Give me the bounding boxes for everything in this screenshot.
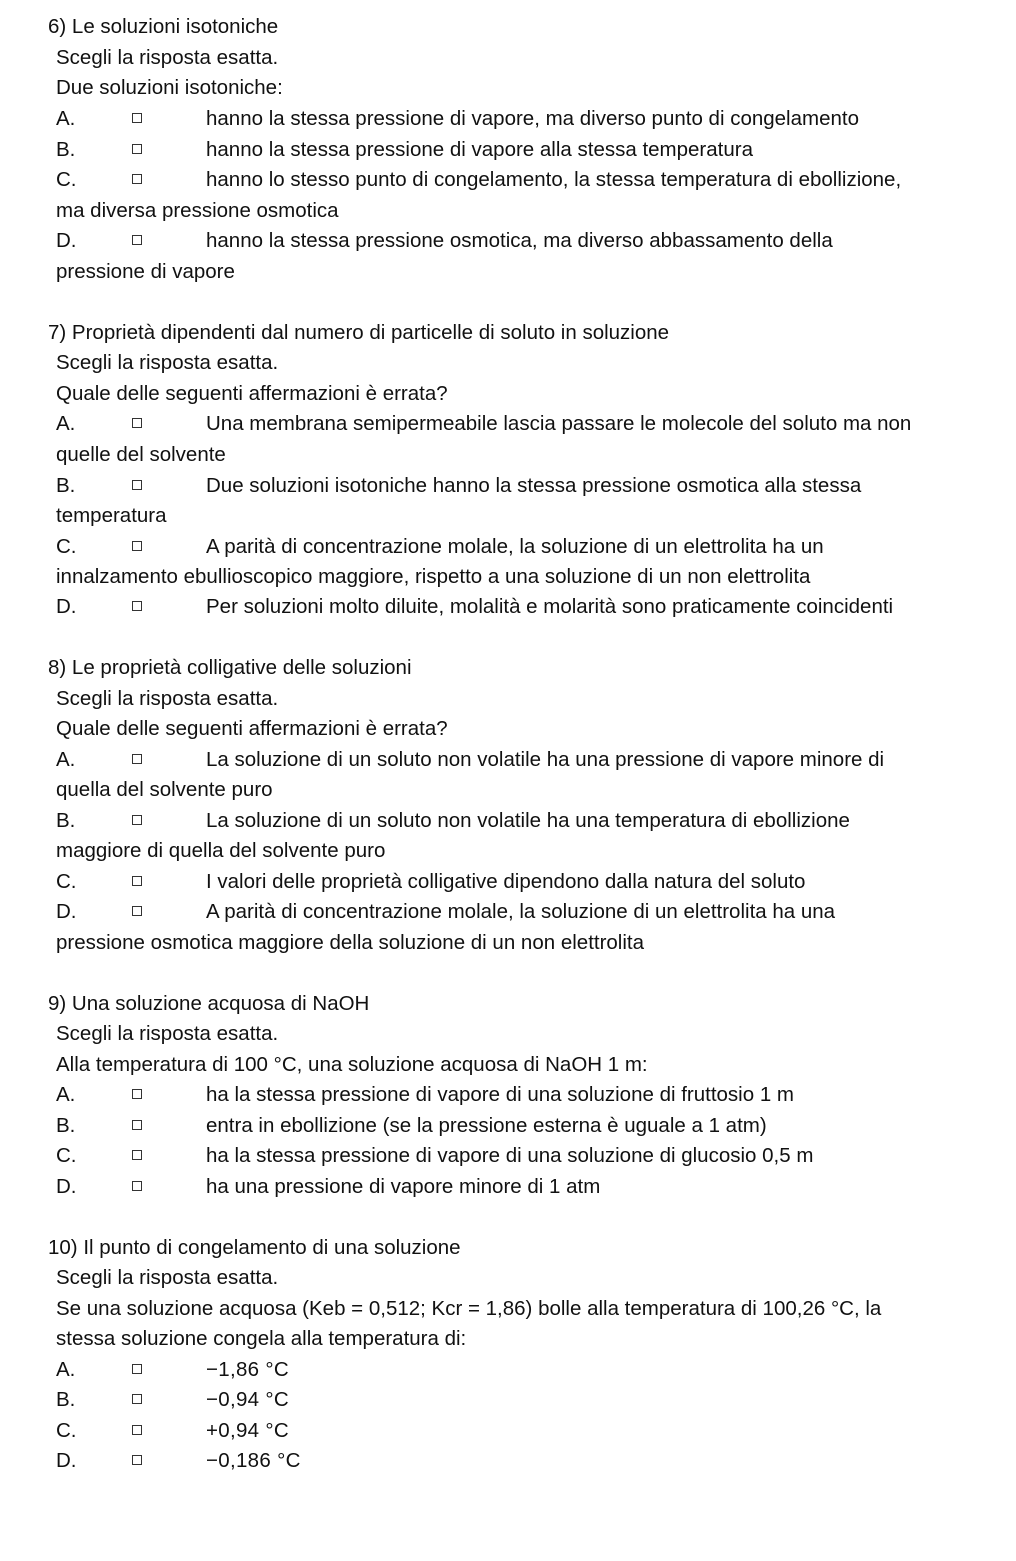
option-letter: A. bbox=[56, 107, 76, 130]
option-letter: B. bbox=[56, 1114, 76, 1137]
checkbox-icon[interactable] bbox=[132, 1089, 142, 1099]
question-title: 10) Il punto di congelamento di una soluzione bbox=[48, 1236, 461, 1259]
checkbox-icon[interactable] bbox=[132, 541, 142, 551]
option-text: −0,94 °C bbox=[206, 1388, 289, 1411]
option-text: +0,94 °C bbox=[206, 1419, 289, 1442]
option-letter: A. bbox=[56, 748, 76, 771]
checkbox-icon[interactable] bbox=[132, 906, 142, 916]
question-prompt-continued: stessa soluzione congela alla temperatura di: bbox=[56, 1327, 467, 1350]
checkbox-icon[interactable] bbox=[132, 418, 142, 428]
checkbox-icon[interactable] bbox=[132, 235, 142, 245]
question-instruction: Scegli la risposta esatta. bbox=[56, 351, 279, 374]
option-text: hanno la stessa pressione di vapore alla stessa temperatura bbox=[206, 138, 753, 161]
question-prompt: Se una soluzione acquosa (Keb = 0,512; Kcr = 1,86) bolle alla temperatura di 100,26 °C, la bbox=[56, 1297, 882, 1320]
checkbox-icon[interactable] bbox=[132, 1181, 142, 1191]
option-letter: B. bbox=[56, 1388, 76, 1411]
question-title: 9) Una soluzione acquosa di NaOH bbox=[48, 992, 370, 1015]
question-title: 7) Proprietà dipendenti dal numero di particelle di soluto in soluzione bbox=[48, 321, 670, 344]
option-letter: A. bbox=[56, 1358, 76, 1381]
question-prompt: Quale delle seguenti affermazioni è errata? bbox=[56, 717, 448, 740]
option-letter: C. bbox=[56, 1144, 77, 1167]
checkbox-icon[interactable] bbox=[132, 480, 142, 490]
option-text-continued: pressione di vapore bbox=[56, 260, 235, 283]
option-text-continued: innalzamento ebullioscopico maggiore, rispetto a una soluzione di un non elettrolita bbox=[56, 565, 811, 588]
question-instruction: Scegli la risposta esatta. bbox=[56, 46, 279, 69]
checkbox-icon[interactable] bbox=[132, 815, 142, 825]
option-letter: B. bbox=[56, 138, 76, 161]
question-title: 8) Le proprietà colligative delle soluzioni bbox=[48, 656, 412, 679]
checkbox-icon[interactable] bbox=[132, 113, 142, 123]
option-text: −1,86 °C bbox=[206, 1358, 289, 1381]
option-text: hanno la stessa pressione osmotica, ma diverso abbassamento della bbox=[206, 229, 833, 252]
checkbox-icon[interactable] bbox=[132, 754, 142, 764]
option-text-continued: ma diversa pressione osmotica bbox=[56, 199, 339, 222]
option-text: ha la stessa pressione di vapore di una soluzione di glucosio 0,5 m bbox=[206, 1144, 814, 1167]
option-text: La soluzione di un soluto non volatile ha una pressione di vapore minore di bbox=[206, 748, 885, 771]
option-text: Per soluzioni molto diluite, molalità e molarità sono praticamente coincidenti bbox=[206, 595, 894, 618]
checkbox-icon[interactable] bbox=[132, 1364, 142, 1374]
option-text: −0,186 °C bbox=[206, 1449, 301, 1472]
option-text: Due soluzioni isotoniche hanno la stessa pressione osmotica alla stessa bbox=[206, 474, 862, 497]
checkbox-icon[interactable] bbox=[132, 1394, 142, 1404]
option-text-continued: pressione osmotica maggiore della soluzione di un non elettrolita bbox=[56, 931, 645, 954]
option-letter: D. bbox=[56, 900, 77, 923]
option-text: ha la stessa pressione di vapore di una soluzione di fruttosio 1 m bbox=[206, 1083, 795, 1106]
option-text: La soluzione di un soluto non volatile ha una temperatura di ebollizione bbox=[206, 809, 850, 832]
checkbox-icon[interactable] bbox=[132, 174, 142, 184]
option-letter: D. bbox=[56, 595, 77, 618]
question-prompt: Alla temperatura di 100 °C, una soluzione acquosa di NaOH 1 m: bbox=[56, 1053, 648, 1076]
option-text: Una membrana semipermeabile lascia passare le molecole del soluto ma non bbox=[206, 412, 912, 435]
option-letter: D. bbox=[56, 229, 77, 252]
option-text-continued: temperatura bbox=[56, 504, 167, 527]
option-letter: D. bbox=[56, 1175, 77, 1198]
option-text-continued: maggiore di quella del solvente puro bbox=[56, 839, 386, 862]
checkbox-icon[interactable] bbox=[132, 601, 142, 611]
option-text: A parità di concentrazione molale, la soluzione di un elettrolita ha un bbox=[206, 535, 824, 558]
option-letter: B. bbox=[56, 474, 76, 497]
question-instruction: Scegli la risposta esatta. bbox=[56, 1266, 279, 1289]
checkbox-icon[interactable] bbox=[132, 876, 142, 886]
option-text: A parità di concentrazione molale, la soluzione di un elettrolita ha una bbox=[206, 900, 836, 923]
option-text: entra in ebollizione (se la pressione esterna è uguale a 1 atm) bbox=[206, 1114, 767, 1137]
question-instruction: Scegli la risposta esatta. bbox=[56, 1022, 279, 1045]
question-title: 6) Le soluzioni isotoniche bbox=[48, 15, 279, 38]
question-instruction: Scegli la risposta esatta. bbox=[56, 687, 279, 710]
checkbox-icon[interactable] bbox=[132, 1150, 142, 1160]
option-text: ha una pressione di vapore minore di 1 atm bbox=[206, 1175, 601, 1198]
option-letter: C. bbox=[56, 535, 77, 558]
option-letter: A. bbox=[56, 1083, 76, 1106]
option-text: I valori delle proprietà colligative dipendono dalla natura del soluto bbox=[206, 870, 806, 893]
option-letter: A. bbox=[56, 412, 76, 435]
question-prompt: Quale delle seguenti affermazioni è errata? bbox=[56, 382, 448, 405]
option-letter: B. bbox=[56, 809, 76, 832]
option-text-continued: quelle del solvente bbox=[56, 443, 226, 466]
checkbox-icon[interactable] bbox=[132, 1120, 142, 1130]
option-text-continued: quella del solvente puro bbox=[56, 778, 273, 801]
checkbox-icon[interactable] bbox=[132, 1425, 142, 1435]
question-prompt: Due soluzioni isotoniche: bbox=[56, 76, 283, 99]
option-text: hanno lo stesso punto di congelamento, la stessa temperatura di ebollizione, bbox=[206, 168, 902, 191]
option-letter: C. bbox=[56, 168, 77, 191]
option-letter: C. bbox=[56, 1419, 77, 1442]
checkbox-icon[interactable] bbox=[132, 144, 142, 154]
option-text: hanno la stessa pressione di vapore, ma diverso punto di congelamento bbox=[206, 107, 859, 130]
option-letter: C. bbox=[56, 870, 77, 893]
option-letter: D. bbox=[56, 1449, 77, 1472]
checkbox-icon[interactable] bbox=[132, 1455, 142, 1465]
